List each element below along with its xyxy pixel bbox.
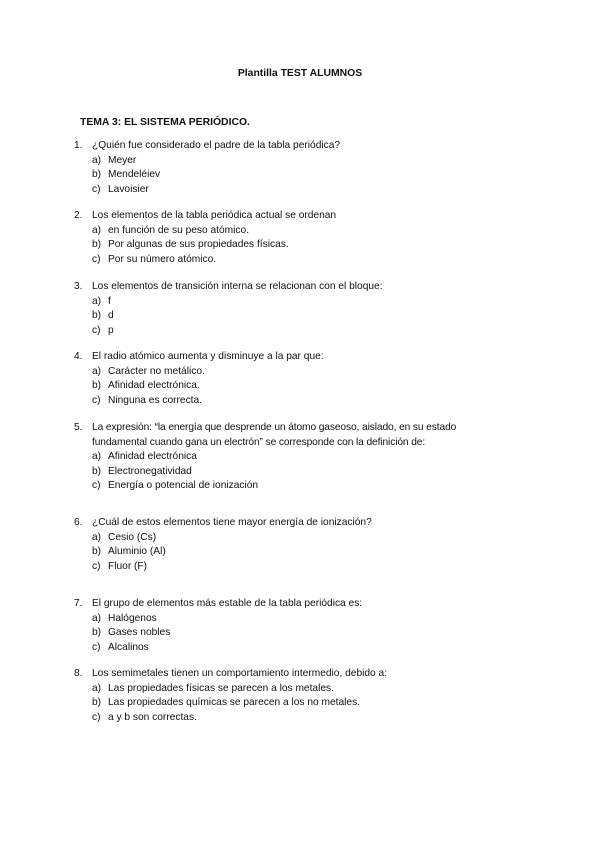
option-letter: a) (92, 224, 102, 236)
option-a (74, 154, 514, 169)
question-number: 3. (74, 281, 83, 292)
option-letter: a) (92, 682, 102, 694)
question-stem (74, 516, 514, 531)
option-letter: b) (92, 465, 102, 477)
question-number: 2. (74, 210, 83, 221)
option-text: Gases nobles (108, 627, 171, 638)
option-b (74, 696, 514, 711)
question-7 (74, 597, 514, 655)
option-text: Mendeléiev (108, 169, 161, 180)
option-text: Electronegatividad (108, 465, 192, 477)
option-b (74, 545, 514, 560)
question-text: ¿Cuál de estos elementos tiene mayor energía de ionización? (92, 517, 372, 528)
option-text: p (108, 324, 114, 336)
question-number: 8. (74, 668, 83, 679)
question-3 (74, 280, 514, 338)
option-c (74, 641, 514, 656)
option-text: Las propiedades químicas se parecen a los no metales. (108, 697, 361, 708)
question-text: ¿Quién fue considerado el padre de la tabla periódica? (92, 140, 341, 151)
option-b (74, 379, 514, 394)
option-b (74, 168, 514, 183)
option-c (74, 324, 514, 339)
question-6 (74, 516, 514, 574)
option-text: Cesio (Cs) (108, 531, 157, 543)
option-letter: c) (92, 253, 101, 265)
option-letter: c) (92, 324, 101, 336)
section-title: TEMA 3: EL SISTEMA PERIÓDICO. (80, 117, 250, 128)
option-a (74, 612, 514, 627)
option-c (74, 560, 514, 575)
option-list (74, 154, 514, 198)
option-text: a y b son correctas. (108, 711, 197, 723)
option-a (74, 531, 514, 546)
option-a (74, 295, 514, 310)
question-text-line-2: fundamental cuando gana un electrón” se corresponde con la definición de: (92, 436, 426, 448)
option-text: Halógenos (108, 612, 157, 624)
option-text: Fluor (F) (108, 560, 148, 572)
option-letter: a) (92, 365, 102, 377)
option-letter: c) (92, 711, 101, 723)
option-text: Las propiedades físicas se parecen a los metales. (108, 682, 334, 694)
option-letter: c) (92, 394, 101, 406)
option-text: Energía o potencial de ionización (108, 480, 259, 491)
question-number: 4. (74, 351, 83, 362)
question-text: El grupo de elementos más estable de la tabla periódica es: (92, 598, 363, 609)
option-letter: a) (92, 451, 102, 462)
option-letter: b) (92, 310, 102, 321)
question-number: 6. (74, 517, 83, 528)
option-b (74, 465, 544, 480)
option-c (74, 183, 514, 198)
question-text-line-1: La expresión: “la energía que desprende un átomo gaseoso, aislado, en su estado (92, 422, 457, 433)
option-c (74, 394, 514, 409)
option-text: Por su número atómico. (108, 253, 217, 265)
option-b (74, 238, 514, 253)
option-list (74, 365, 514, 409)
question-8 (74, 667, 514, 725)
option-text: en función de su peso atómico. (108, 224, 250, 236)
option-list (74, 612, 514, 656)
option-a (74, 682, 514, 697)
option-text: Aluminio (Al) (108, 546, 166, 557)
question-text: Los semimetales tienen un comportamiento intermedio, debido a: (92, 668, 388, 679)
question-stem (74, 280, 514, 295)
option-list (74, 224, 514, 268)
option-b (74, 626, 514, 641)
option-text: Carácter no metálico. (108, 365, 205, 377)
option-list (74, 682, 514, 726)
option-letter: a) (92, 154, 102, 166)
option-letter: b) (92, 239, 102, 250)
question-4 (74, 350, 514, 408)
question-stem (74, 209, 514, 224)
question-number: 1. (74, 140, 83, 151)
option-list (74, 295, 514, 339)
option-c (74, 253, 514, 268)
option-text: f (108, 295, 111, 307)
option-c (74, 479, 544, 494)
question-stem (74, 350, 514, 365)
option-letter: a) (92, 295, 102, 307)
option-letter: c) (92, 560, 101, 572)
option-letter: b) (92, 546, 102, 557)
option-letter: a) (92, 612, 102, 624)
option-letter: b) (92, 627, 102, 638)
question-text: Los elementos de la tabla periódica actual se ordenan (92, 210, 337, 221)
option-letter: c) (92, 641, 101, 653)
option-a (74, 224, 514, 239)
option-text: Por algunas de sus propiedades físicas. (108, 239, 289, 250)
option-text: Afinidad electrónica (108, 451, 197, 462)
question-5 (74, 421, 544, 494)
option-text: Lavoisier (108, 183, 149, 195)
question-stem (74, 421, 544, 450)
option-list (74, 531, 514, 575)
option-c (74, 711, 514, 726)
question-text: El radio atómico aumenta y disminuye a la par que: (92, 351, 324, 362)
option-list (74, 450, 544, 494)
option-text: Ninguna es correcta. (108, 394, 203, 406)
question-1 (74, 139, 514, 197)
option-letter: a) (92, 531, 102, 543)
question-text (92, 421, 544, 450)
question-stem (74, 139, 514, 154)
question-number: 5. (74, 422, 83, 433)
question-stem (74, 597, 514, 612)
question-2 (74, 209, 514, 267)
option-letter: b) (92, 697, 102, 708)
option-letter: b) (92, 169, 102, 180)
option-text: d (108, 310, 114, 321)
option-letter: c) (92, 183, 101, 195)
option-a (74, 365, 514, 380)
page-title: Plantilla TEST ALUMNOS (237, 68, 363, 79)
option-a (74, 450, 544, 465)
question-stem (74, 667, 514, 682)
option-text: Alcalinos (108, 641, 149, 653)
option-text: Meyer (108, 154, 137, 166)
option-text: Afinidad electrónica. (108, 380, 200, 391)
option-letter: c) (92, 480, 101, 491)
option-b (74, 309, 514, 324)
question-number: 7. (74, 598, 83, 609)
option-letter: b) (92, 380, 102, 391)
question-text: Los elementos de transición interna se relacionan con el bloque: (92, 281, 383, 292)
